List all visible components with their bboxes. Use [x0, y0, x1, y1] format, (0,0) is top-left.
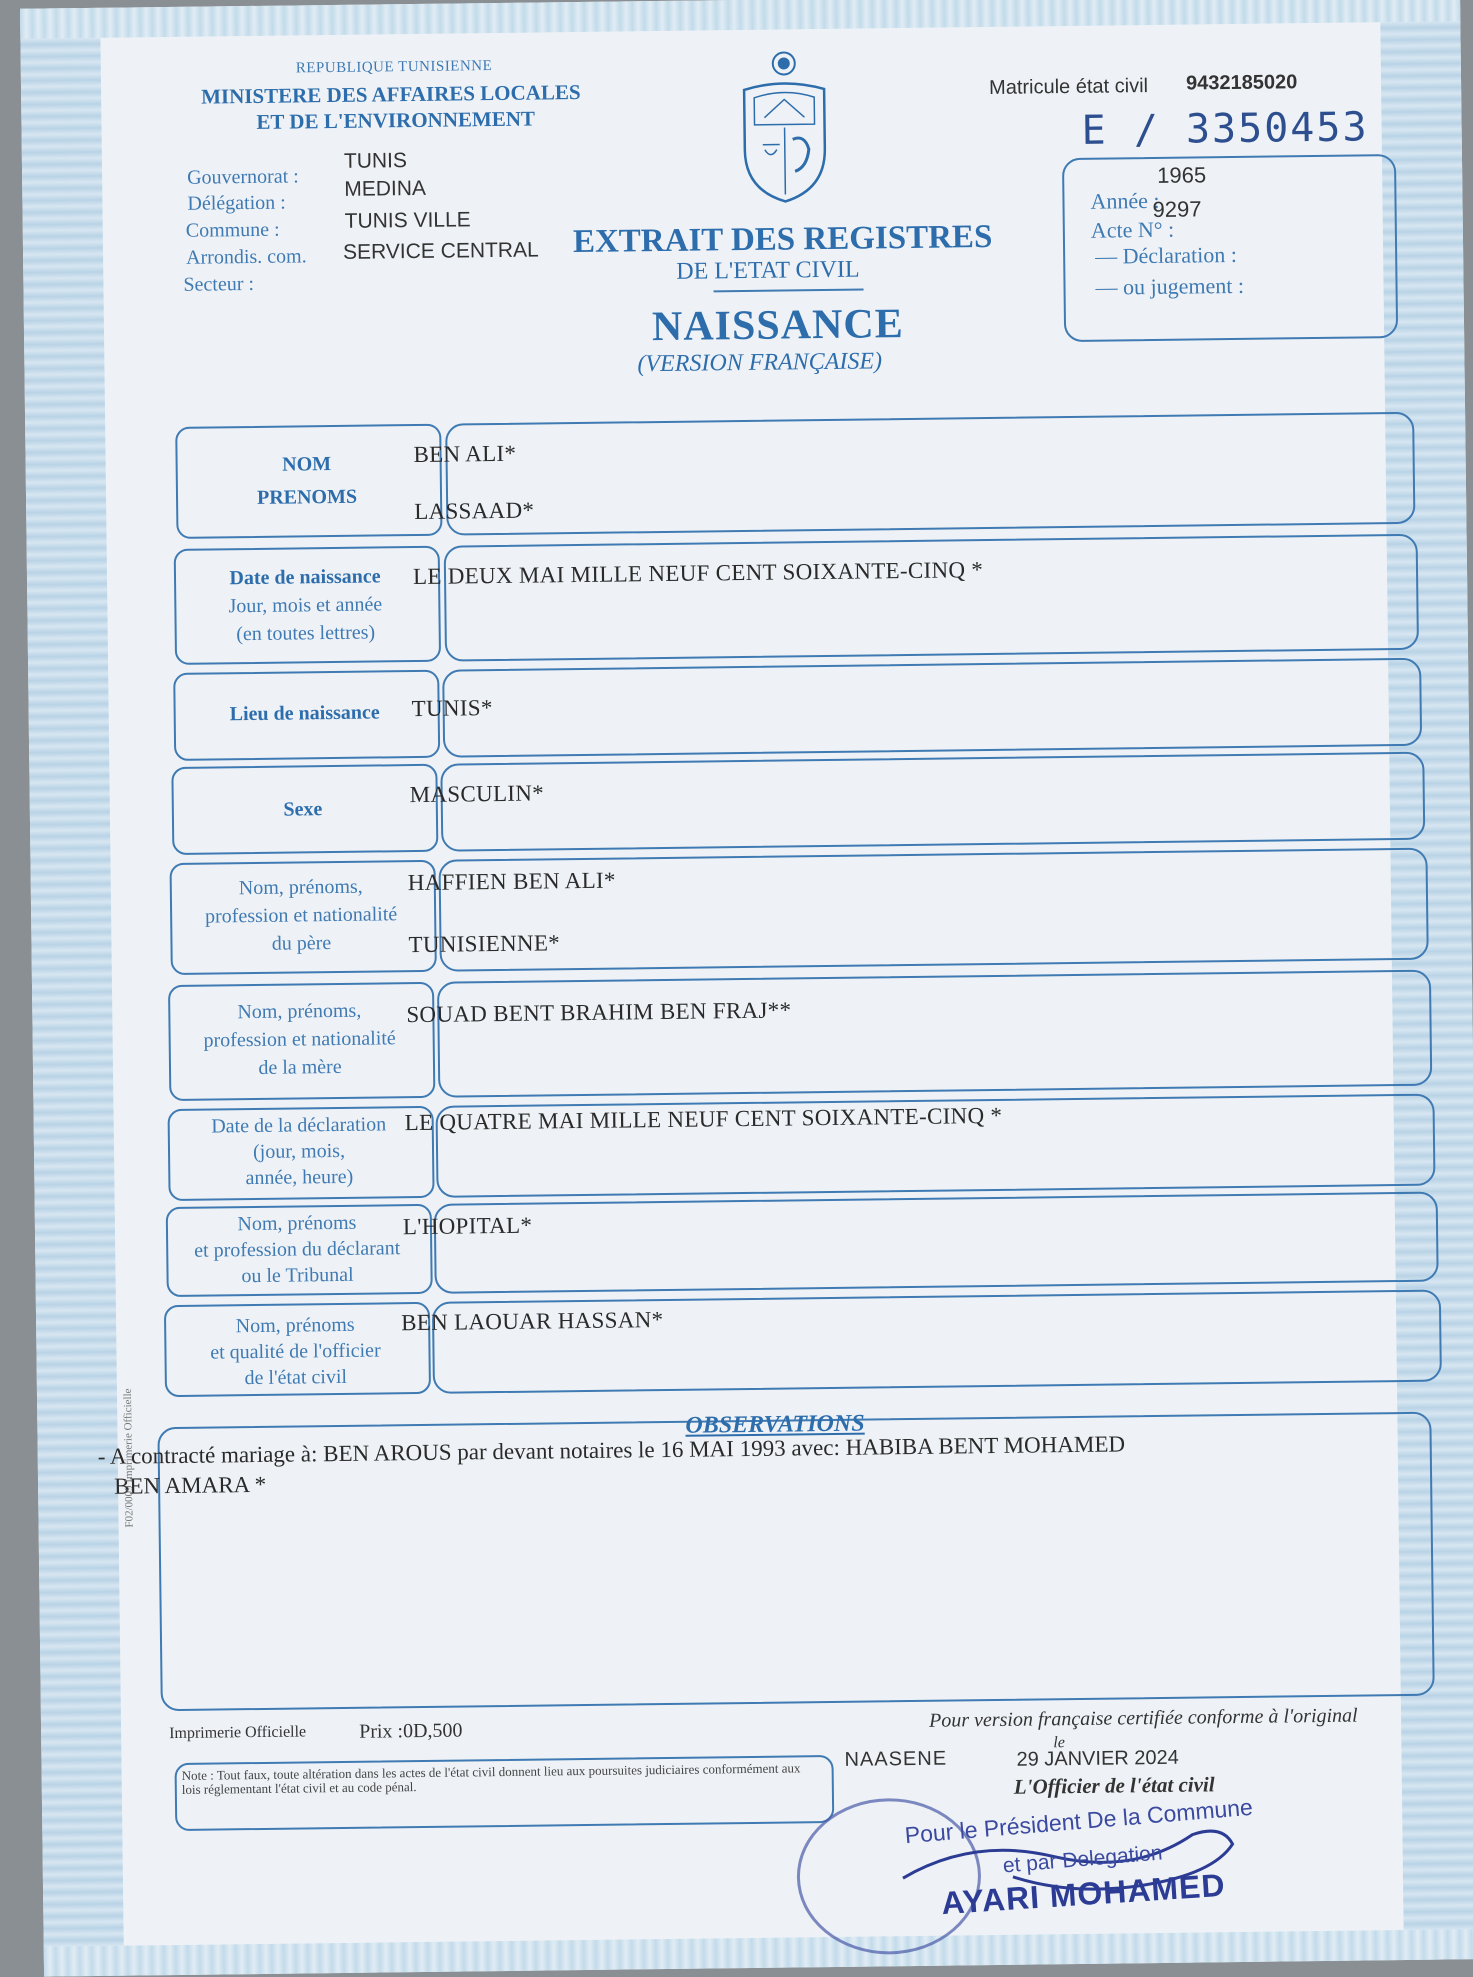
prenoms-label: PRENOMS: [176, 482, 438, 513]
republique-heading: REPUBLIQUE TUNISIENNE: [296, 58, 493, 77]
issue-date: 29 JANVIER 2024: [1016, 1747, 1179, 1772]
sexe-value: MASCULIN*: [410, 780, 545, 808]
mere-value-box: [437, 970, 1432, 1098]
document-title: EXTRAIT DES REGISTRES: [573, 219, 993, 261]
document-type: NAISSANCE: [652, 300, 904, 351]
date-declaration-label: Date de la déclaration: [168, 1110, 430, 1141]
arrondis-value: SERVICE CENTRAL: [343, 238, 539, 264]
pere-label-3: du père: [170, 928, 432, 959]
tunisia-coat-of-arms-icon: [734, 49, 836, 215]
stamp-officer-name: AYARI MOHAMED: [940, 1867, 1226, 1922]
annee-label: Année :: [1090, 188, 1159, 215]
serial-number: E / 3350453: [1081, 104, 1368, 154]
pere-label: Nom, prénoms,: [170, 872, 432, 903]
officier-value: BEN LAOUAR HASSAN*: [401, 1307, 664, 1336]
officier-signature-label: L'Officier de l'état civil: [1014, 1772, 1215, 1799]
date-naissance-value-box: [444, 534, 1419, 662]
lieu-label: Lieu de naissance: [174, 698, 436, 729]
date-naissance-label: Date de naissance: [174, 562, 436, 593]
title-divider: [714, 289, 864, 293]
guilloche-border-left: [20, 8, 124, 1977]
delegation-value: MEDINA: [344, 177, 426, 202]
matricule-value: 9432185020: [1186, 71, 1298, 95]
officier-value-box: [432, 1290, 1442, 1394]
date-declaration-label-3: année, heure): [168, 1162, 430, 1193]
commune-label: Commune :: [186, 219, 280, 243]
document-version: (VERSION FRANÇAISE): [637, 348, 882, 378]
annee-value: 1965: [1157, 162, 1206, 189]
date-declaration-value: LE QUATRE MAI MILLE NEUF CENT SOIXANTE-CINQ *: [405, 1103, 1003, 1136]
date-naissance-value: LE DEUX MAI MILLE NEUF CENT SOIXANTE-CINQ *: [413, 557, 983, 590]
declarant-value-box: [434, 1192, 1439, 1294]
mere-label: Nom, prénoms,: [168, 996, 430, 1027]
observations-title: OBSERVATIONS: [685, 1411, 865, 1440]
gouvernorat-value: TUNIS: [344, 149, 407, 174]
lieu-value: TUNIS*: [411, 695, 492, 722]
arrondis-label: Arrondis. com.: [186, 245, 307, 269]
certification-text: Pour version française certifiée conforme à l'original: [929, 1705, 1358, 1733]
nom-value-box: [445, 412, 1415, 536]
declarant-value: L'HOPITAL*: [403, 1213, 533, 1241]
delegation-label: Délégation :: [187, 192, 286, 216]
declarant-label-2: et profession du déclarant: [166, 1234, 428, 1265]
pere-value-box: [438, 848, 1428, 972]
officier-label-3: de l'état civil: [165, 1362, 427, 1393]
pere-nationality-value: TUNISIENNE*: [408, 930, 560, 958]
gouvernorat-label: Gouvernorat :: [187, 165, 299, 189]
pere-label-2: profession et nationalité: [170, 900, 432, 931]
guilloche-border-bottom: [44, 1929, 1473, 1977]
matricule-label: Matricule état civil: [989, 75, 1148, 100]
jugement-label: — ou jugement :: [1095, 273, 1244, 301]
date-naissance-sublabel-2: (en toutes lettres): [175, 618, 437, 649]
nom-value: BEN ALI*: [413, 441, 516, 468]
guilloche-border-top: [20, 0, 1460, 39]
prenoms-value: LASSAAD*: [414, 498, 534, 525]
issue-city: NAASENE: [844, 1748, 947, 1772]
date-prefix: le: [1053, 1734, 1065, 1752]
declarant-label-3: ou le Tribunal: [166, 1260, 428, 1291]
lieu-value-box: [442, 658, 1422, 758]
mere-label-3: de la mère: [169, 1052, 431, 1083]
sexe-value-box: [440, 752, 1425, 852]
secteur-label: Secteur :: [183, 273, 254, 297]
nom-label: NOM: [175, 449, 437, 480]
observations-line-1: - A contracté mariage à: BEN AROUS par devant notaires le 16 MAI 1993 avec: HABIBA BENT MOHAMED: [98, 1428, 1258, 1472]
document-sheet: [20, 0, 1473, 1977]
officier-label: Nom, prénoms: [164, 1310, 426, 1341]
ministere-heading-2: ET DE L'ENVIRONNEMENT: [256, 107, 535, 135]
document-subtitle: DE L'ETAT CIVIL: [676, 257, 860, 286]
acte-number-label: Acte N° :: [1091, 217, 1175, 244]
side-print-mark: F02/0009 Imprimerie Officielle: [122, 1388, 136, 1527]
commune-value: TUNIS VILLE: [345, 208, 471, 234]
officier-label-2: et qualité de l'officier: [164, 1336, 426, 1367]
date-naissance-sublabel: Jour, mois et année: [174, 590, 436, 621]
observations-line-2: BEN AMARA *: [98, 1458, 1258, 1502]
mere-label-2: profession et nationalité: [169, 1024, 431, 1055]
declaration-label: — Déclaration :: [1095, 242, 1237, 270]
acte-number-value: 9297: [1152, 196, 1201, 223]
sexe-label: Sexe: [172, 794, 434, 825]
prix-label: Prix :0D,500: [359, 1720, 463, 1744]
date-declaration-label-2: (jour, mois,: [168, 1136, 430, 1167]
pere-name-value: HAFFIEN BEN ALI*: [408, 868, 616, 897]
stamp-delegation-line1: Pour le Président De la Commune: [904, 1794, 1254, 1850]
mere-value: SOUAD BENT BRAHIM BEN FRAJ**: [406, 997, 791, 1028]
legal-note: Note : Tout faux, toute altération dans les actes de l'état civil donnent lieu aux poursuites judiciaires conformément aux lois réglementant l'état civil et au code pénal.: [182, 1761, 822, 1797]
stamp-delegation-line2: et par Delegation: [1002, 1841, 1163, 1878]
ministere-heading-1: MINISTERE DES AFFAIRES LOCALES: [201, 80, 581, 110]
imprimerie-label: Imprimerie Officielle: [169, 1723, 306, 1743]
declarant-label: Nom, prénoms: [166, 1208, 428, 1239]
